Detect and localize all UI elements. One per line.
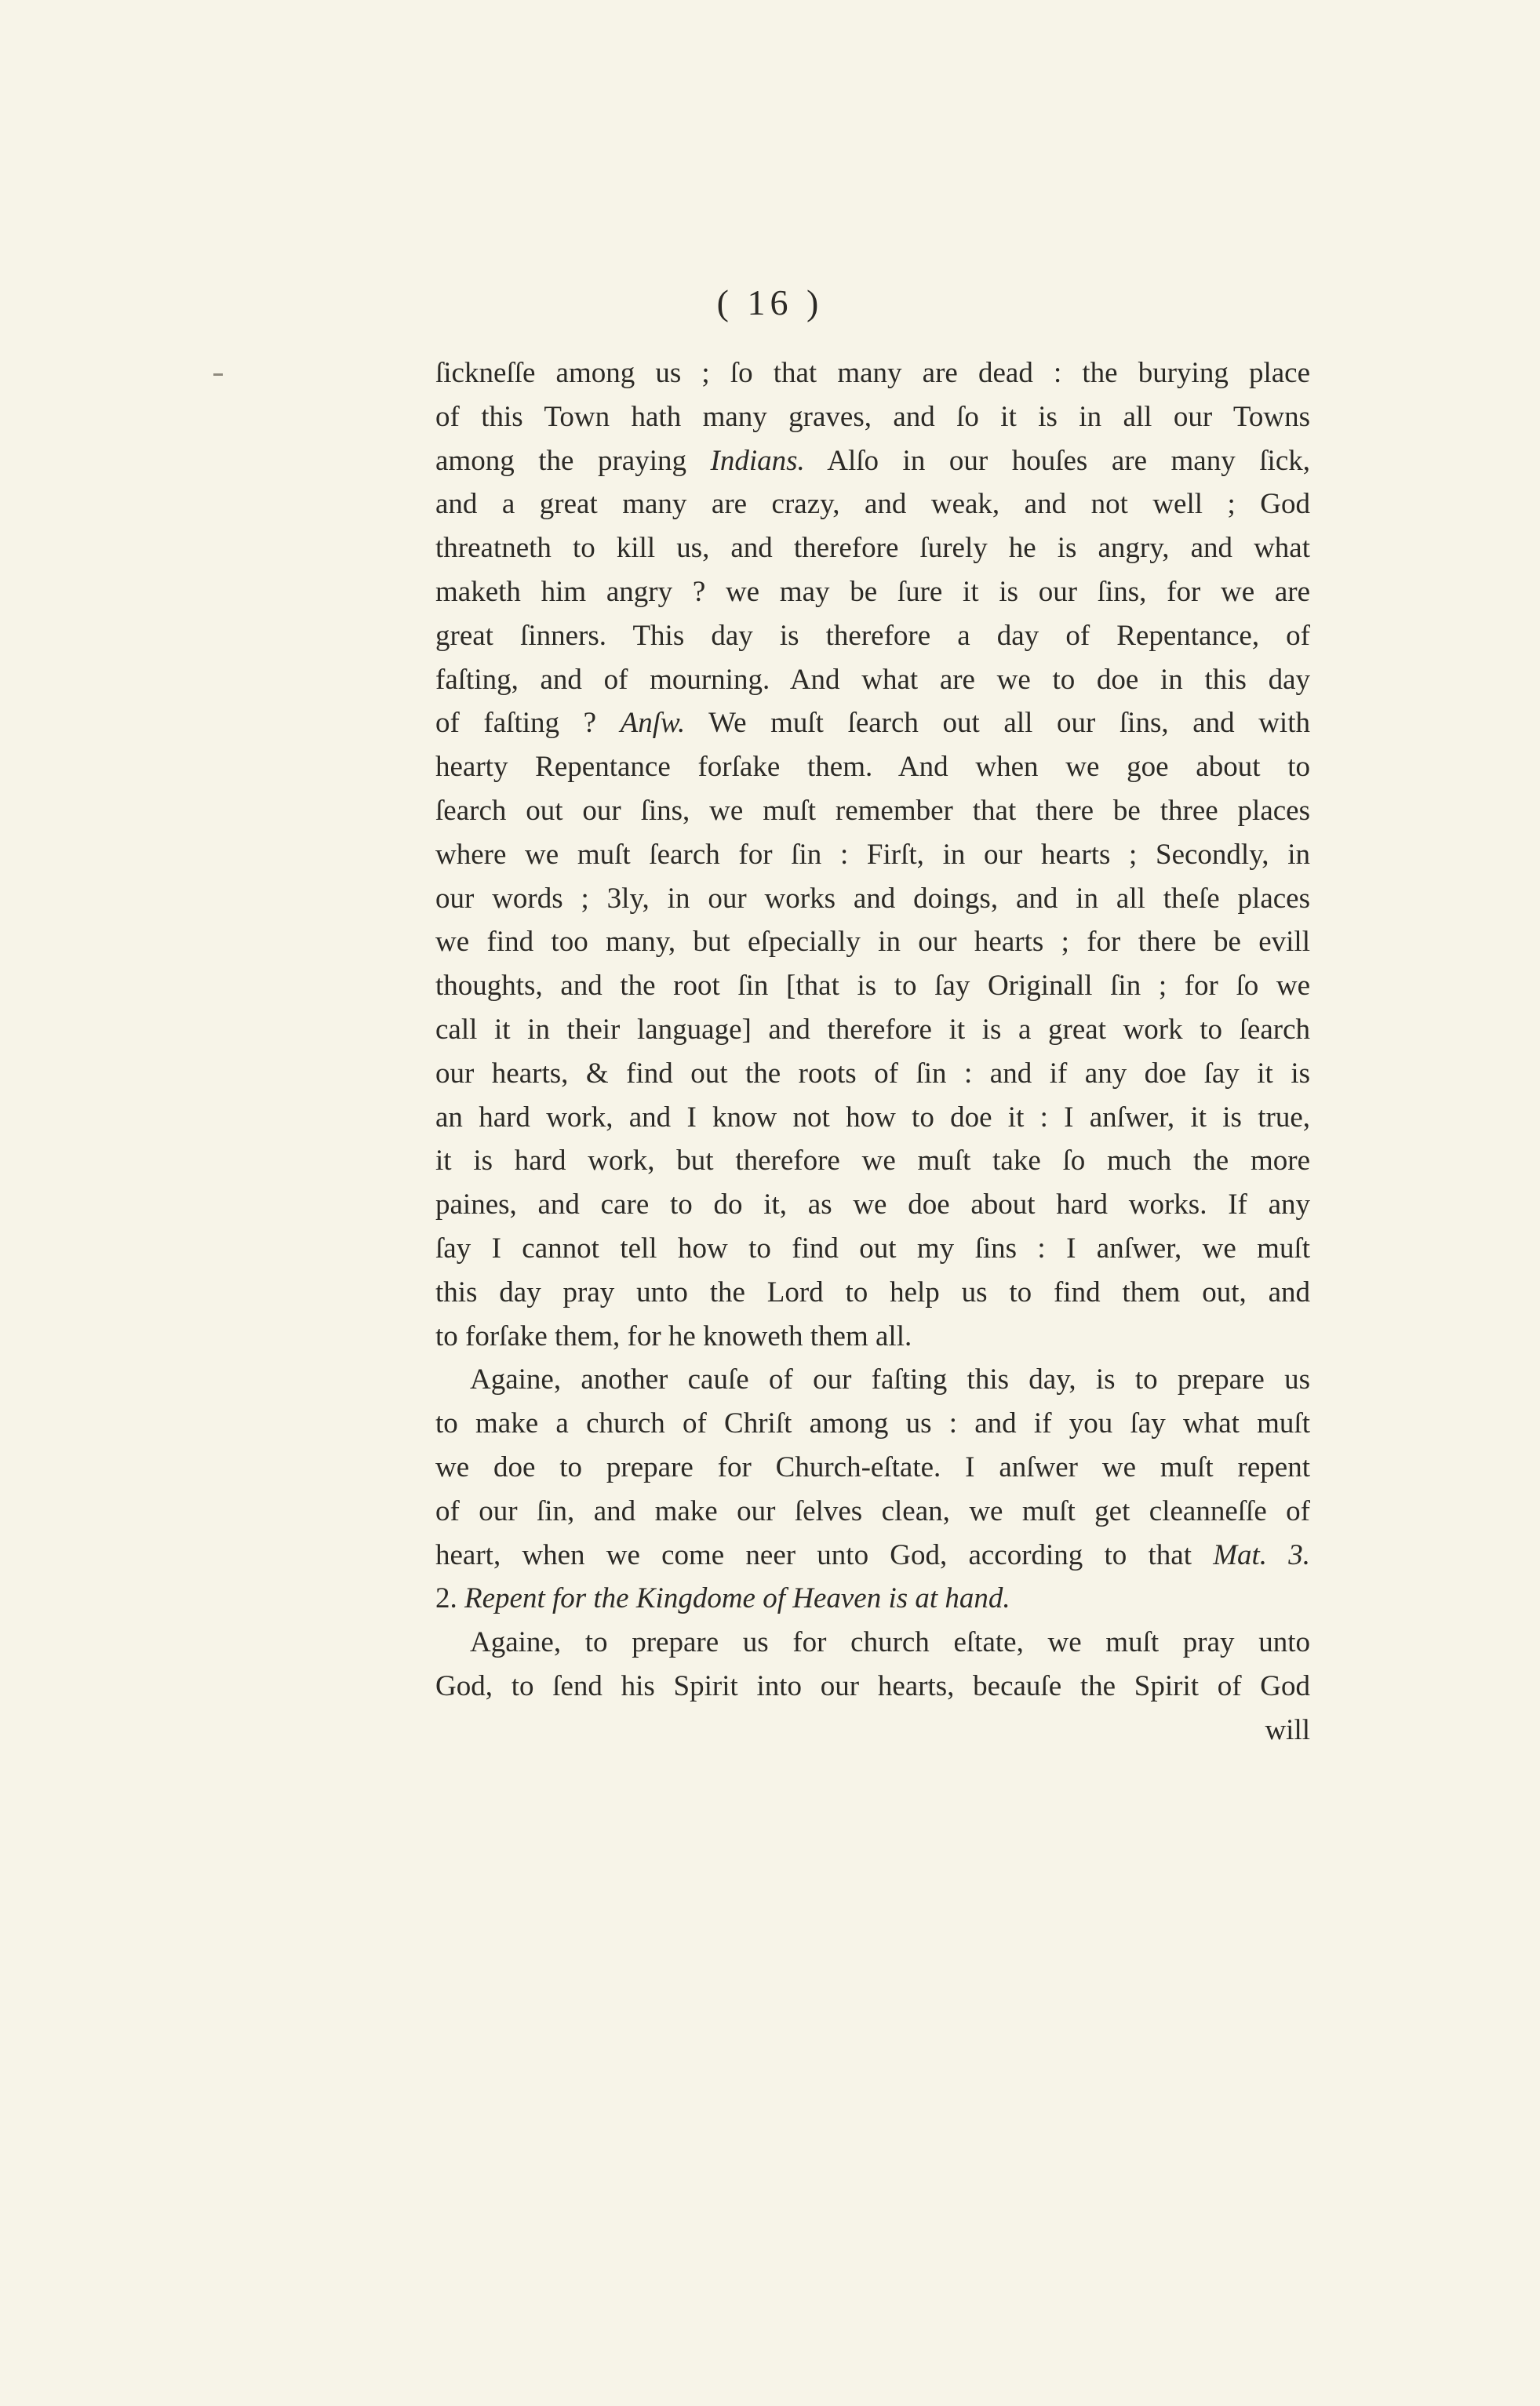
catchword: will: [1265, 1713, 1310, 1746]
text-line: of this Town hath many graves, and ſo it is in all our Towns: [435, 400, 1310, 433]
text-line: thoughts, and the root ſin [that is to ſay Originall ſin ; for ſo we: [435, 970, 1310, 1003]
text-line: we doe to prepare for Church-eſtate. I anſwer we muſt repent: [435, 1451, 1310, 1483]
text-line: to forſake them, for he knoweth them all.: [435, 1319, 912, 1352]
text-line: where we muſt ſearch for ſin : Firſt, in our hearts ; Secondly, in: [435, 838, 1310, 871]
text-line: God, to ſend his Spirit into our hearts, becauſe the Spirit of God: [435, 1669, 1310, 1702]
text-line: hearty Repentance forſake them. And when we goe about to: [435, 751, 1310, 784]
text-line: paines, and care to do it, as we doe about hard works. If any: [435, 1188, 1310, 1221]
text-line: call it in their language] and therefore it is a great work to ſearch: [435, 1013, 1310, 1046]
text-line-end: We muſt ſearch out all our ſins, and with: [685, 707, 1310, 740]
text-line: [435, 1534, 1310, 1578]
text-line: [435, 1577, 1310, 1621]
italic-term: Anſw.: [620, 707, 686, 740]
text-line: maketh him angry ? we may be ſure it is our ſins, for we are: [435, 575, 1310, 608]
text-line: ſickneſſe among us ; ſo that many are dead : the burying place: [435, 357, 1310, 389]
text-line: our words ; 3ly, in our works and doings, and in all theſe places: [435, 882, 1310, 915]
text-line-end: Alſo in our houſes are many ſick,: [804, 444, 1310, 477]
text-line: it is hard work, but therefore we muſt take ſo much the more: [435, 1145, 1310, 1178]
text-line: Againe, another cauſe of our faſting this day, is to prepare us: [470, 1363, 1310, 1396]
text-line-start: of faſting ?: [435, 707, 621, 740]
italic-citation: Mat. 3.: [1213, 1538, 1310, 1571]
text-line: and a great many are crazy, and weak, and not well ; God: [435, 488, 1310, 521]
page-number: ( 16 ): [716, 282, 824, 322]
text-line: faſting, and of mourning. And what are we to doe in this day: [435, 663, 1310, 696]
text-line: threatneth to kill us, and therefore ſurely he is angry, and what: [435, 532, 1310, 565]
text-line-start: 2.: [435, 1582, 464, 1615]
text-line: [435, 701, 1310, 745]
text-line: ſay I cannot tell how to find out my ſins : I anſwer, we muſt: [435, 1232, 1310, 1265]
text-line: to make a church of Chriſt among us : and if you ſay what muſt: [435, 1407, 1310, 1440]
margin-mark: [213, 373, 223, 376]
text-line: great ſinners. This day is therefore a day of Repentance, of: [435, 619, 1310, 652]
text-line: of our ſin, and make our ſelves clean, we muſt get cleanneſſe of: [435, 1494, 1310, 1527]
text-line: an hard work, and I know not how to doe it : I anſwer, it is true,: [435, 1101, 1310, 1134]
text-line-start: heart, when we come neer unto God, according to that: [435, 1538, 1214, 1571]
text-line-start: among the praying: [435, 444, 711, 477]
text-line: [435, 439, 1310, 483]
text-line: this day pray unto the Lord to help us to find them out, and: [435, 1276, 1310, 1309]
italic-quotation: Repent for the Kingdome of Heaven is at hand.: [464, 1582, 1010, 1615]
body-text: [435, 351, 1310, 1753]
text-line: Againe, to prepare us for church eſtate, we muſt pray unto: [470, 1626, 1310, 1659]
text-line: we find too many, but eſpecially in our hearts ; for there be evill: [435, 926, 1310, 959]
italic-term: Indians.: [710, 444, 805, 477]
text-line: our hearts, & find out the roots of ſin : and if any doe ſay it is: [435, 1057, 1310, 1090]
text-line: ſearch out our ſins, we muſt remember that there be three places: [435, 794, 1310, 827]
